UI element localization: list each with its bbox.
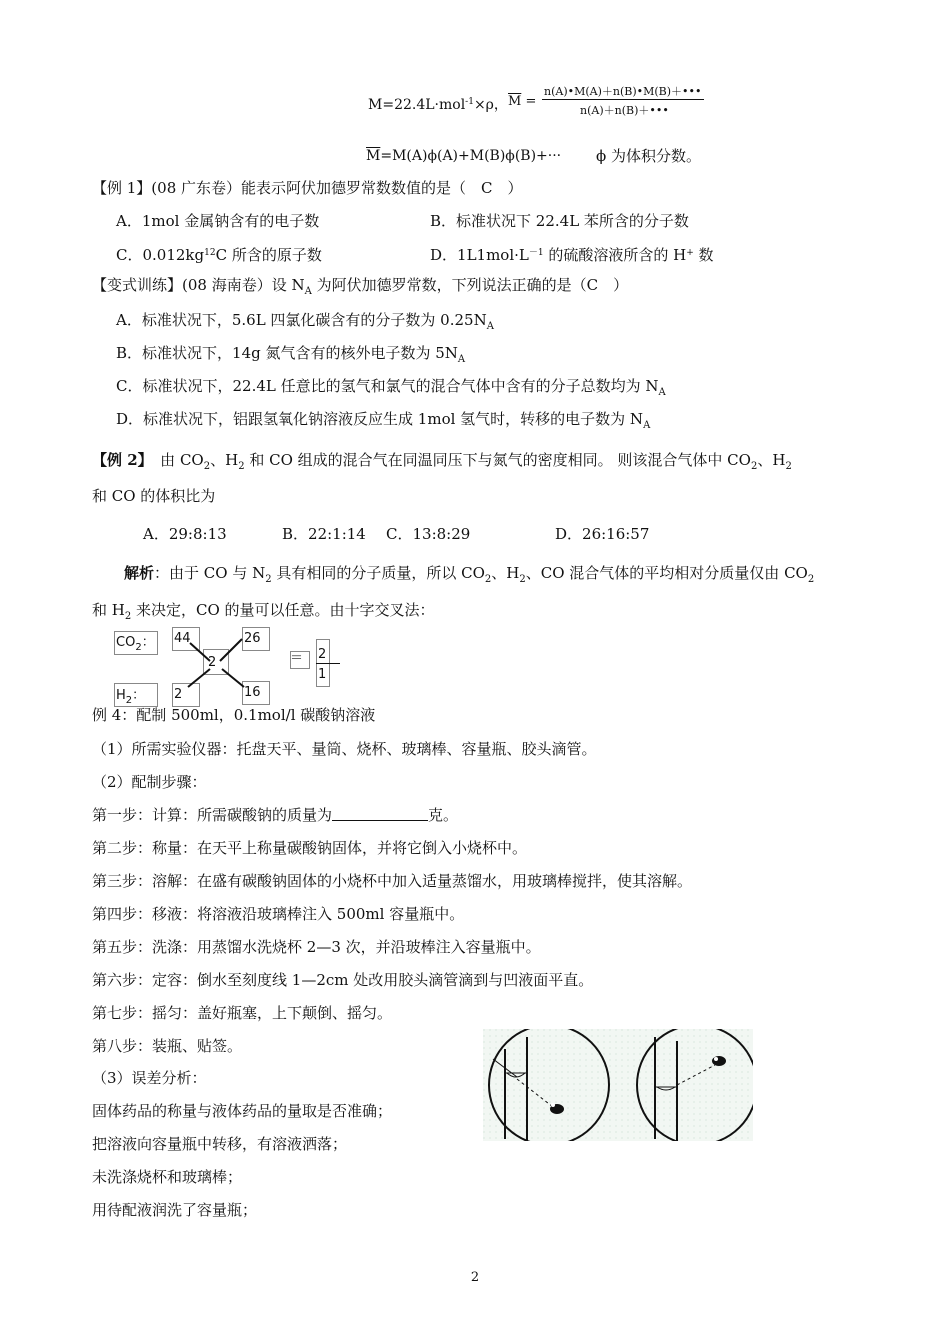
co2-text: CO <box>116 635 136 650</box>
step-4: 第四步：移液：将溶液沿玻璃棒注入 500ml 容量瓶中。 <box>92 905 465 923</box>
ratio-bar <box>316 663 340 664</box>
subscript: 2 <box>135 642 142 653</box>
step-5: 第五步：洗涤：用蒸馏水洗烧杯 2—3 次，并沿玻棒注入容量瓶中。 <box>92 938 541 956</box>
example1-option-b: B．标准状况下 22.4L 苯所含的分子数 <box>430 212 689 230</box>
example1-title: 【例 1】(08 广东卷）能表示阿伏加德罗常数数值的是（ C ） <box>92 179 523 197</box>
variant-title <box>92 275 628 302</box>
equals-sign: = <box>521 94 537 109</box>
answer-blank[interactable] <box>332 806 428 821</box>
variant-option-d <box>116 409 650 436</box>
subscript: 2 <box>807 574 815 585</box>
n16-label: 16 <box>244 685 261 700</box>
meniscus-reading-figure <box>483 1029 753 1141</box>
subscript: 2 <box>238 461 245 472</box>
analysis-line-1 <box>124 563 814 590</box>
example2-question <box>92 450 792 477</box>
example1-option-d <box>430 243 714 265</box>
n26-label: 26 <box>244 631 261 646</box>
mbar-symbol: $\overline{M}$ <box>366 148 381 164</box>
error-item-3: 未洗涤烧杯和玻璃棒； <box>92 1168 243 1186</box>
step-6: 第六步：定容：倒水至刻度线 1—2cm 处改用胶头滴管滴到与凹液面平直。 <box>92 971 594 989</box>
option-text: D．1L1mol·L <box>430 246 529 264</box>
analysis-label: 解析 <box>124 564 155 582</box>
variant-option-b <box>116 343 465 370</box>
page-number: 2 <box>470 1270 480 1285</box>
analysis-text: ：由于 CO 与 N <box>154 564 266 582</box>
analysis-text: 来决定，CO 的量可以任意。由十字交叉法： <box>131 601 435 619</box>
example1-option-c <box>116 243 322 265</box>
subscript: 2 <box>785 461 792 472</box>
subscript: A <box>658 387 666 398</box>
subscript: 2 <box>265 574 272 585</box>
variant-text: 为阿伏加德罗常数，下列说法正确的是（C ） <box>311 276 629 294</box>
subscript: A <box>486 321 494 332</box>
question-text: 、H <box>757 451 786 469</box>
mbar-denominator: n(A)＋n(B)＋••• <box>580 104 669 117</box>
subscript: 2 <box>519 574 526 585</box>
example1-option-a: A．1mol 金属钠含有的电子数 <box>116 212 320 230</box>
variant-text: 【变式训练】(08 海南卷）设 N <box>92 276 305 294</box>
subscript: 2 <box>125 695 133 706</box>
example2-option-b: B．22:1:14 <box>282 525 366 543</box>
example2-label: 【例 2】 <box>92 451 146 469</box>
mbar-volume-fraction-formula <box>366 146 561 166</box>
example2-option-c: C．13:8:29 <box>386 525 471 543</box>
mbar-symbol: $\overline{M}$ <box>508 94 522 109</box>
n44-label: 44 <box>174 631 191 646</box>
subscript: A <box>304 286 312 297</box>
example2-question-cont: 和 CO 的体积比为 <box>92 487 216 505</box>
question-text: 和 CO 组成的混合气在同温同压下与氮气的密度相同。 则该混合气体中 CO <box>244 451 751 469</box>
ratio-numerator: 2 <box>318 647 327 662</box>
variant-option-c <box>116 376 666 403</box>
option-text: B．标准状况下，14g 氮气含有的核外电子数为 5N <box>116 344 458 362</box>
co2-label <box>116 635 155 656</box>
step-text: 第一步：计算：所需碳酸钠的质量为 <box>92 806 333 824</box>
option-text: A．标准状况下，5.6L 四氯化碳含有的分子数为 0.25N <box>116 311 487 329</box>
analysis-line-2 <box>92 600 435 627</box>
mbar-numerator: n(A)•M(A)＋n(B)•M(B)＋••• <box>544 85 702 98</box>
error-item-4: 用待配液润洗了容量瓶； <box>92 1201 258 1219</box>
step-1 <box>92 805 458 825</box>
option-text: D．标准状况下，铝跟氢氧化钠溶液反应生成 1mol 氢气时，转移的电子数为 N <box>116 410 644 428</box>
example4-section-1: （1）所需实验仪器：托盘天平、量筒、烧杯、玻璃棒、容量瓶、胶头滴管。 <box>92 740 597 758</box>
option-text: 数 <box>693 246 714 264</box>
option-text: C．标准状况下，22.4L 任意比的氢气和氯气的混合气体中含有的分子总数均为 N <box>116 377 659 395</box>
formula-text: M=22.4L·mol <box>368 97 466 113</box>
variant-option-a <box>116 310 494 337</box>
step-2: 第二步：称量：在天平上称量碳酸钠固体，并将它倒入小烧杯中。 <box>92 839 528 857</box>
molar-mass-density-formula <box>368 92 508 115</box>
option-text: 的硫酸溶液所含的 H <box>543 246 687 264</box>
error-item-2: 把溶液向容量瓶中转移，有溶液洒落； <box>92 1135 348 1153</box>
isotope-sup: 12 <box>204 248 216 258</box>
ion-sup: + <box>686 248 694 258</box>
colon-text: ： <box>141 635 155 650</box>
step-3: 第三步：溶解：在盛有碳酸钠固体的小烧杯中加入适量蒸馏水，用玻璃棒搅拌，使其溶解。 <box>92 872 693 890</box>
subscript: A <box>457 354 466 365</box>
question-text: 、H <box>210 451 239 469</box>
center-label: 2 <box>208 655 217 670</box>
option-text: C．0.012kg <box>116 246 205 264</box>
cross-method-diagram <box>110 625 360 710</box>
formula-text: ×ρ， <box>473 97 508 113</box>
option-text: C 所含的原子数 <box>215 246 322 264</box>
colon-text: ： <box>132 688 146 703</box>
example2-option-d: D．26:16:57 <box>555 525 650 543</box>
equals-label: ＝ <box>290 651 304 666</box>
subscript: 2 <box>203 461 211 472</box>
example4-section-2: （2）配制步骤： <box>92 773 207 791</box>
example4-title: 例 4：配制 500ml，0.1mol/l 碳酸钠溶液 <box>92 706 376 724</box>
h2-text: H <box>116 688 126 703</box>
subscript: A <box>643 420 651 431</box>
question-text: 由 CO <box>145 451 204 469</box>
step-text: 克。 <box>428 806 459 824</box>
formula-sup: -1 <box>465 97 474 107</box>
subscript: 2 <box>124 611 132 622</box>
error-item-1: 固体药品的称量与液体药品的量取是否准确； <box>92 1102 393 1120</box>
step-8: 第八步：装瓶、贴签。 <box>92 1037 243 1055</box>
subscript: 2 <box>484 574 492 585</box>
example2-option-a: A．29:8:13 <box>143 525 227 543</box>
formula-text: =M(A)ϕ(A)+M(B)ϕ(B)+··· <box>380 148 562 164</box>
example4-section-3: （3）误差分析： <box>92 1069 207 1087</box>
phi-note: ϕ 为体积分数。 <box>596 147 701 165</box>
analysis-text: 具有相同的分子质量，所以 CO <box>271 564 485 582</box>
ratio-denominator: 1 <box>318 667 327 682</box>
analysis-text: 、H <box>491 564 520 582</box>
n2-label: 2 <box>174 687 183 702</box>
subscript: 2 <box>750 461 758 472</box>
mbar-label <box>508 92 536 112</box>
unit-sup: －1 <box>528 248 544 258</box>
step-7: 第七步：摇匀：盖好瓶塞，上下颠倒、摇匀。 <box>92 1004 393 1022</box>
analysis-text: 、CO 混合气体的平均相对分质量仅由 CO <box>525 564 808 582</box>
analysis-text: 和 H <box>92 601 125 619</box>
